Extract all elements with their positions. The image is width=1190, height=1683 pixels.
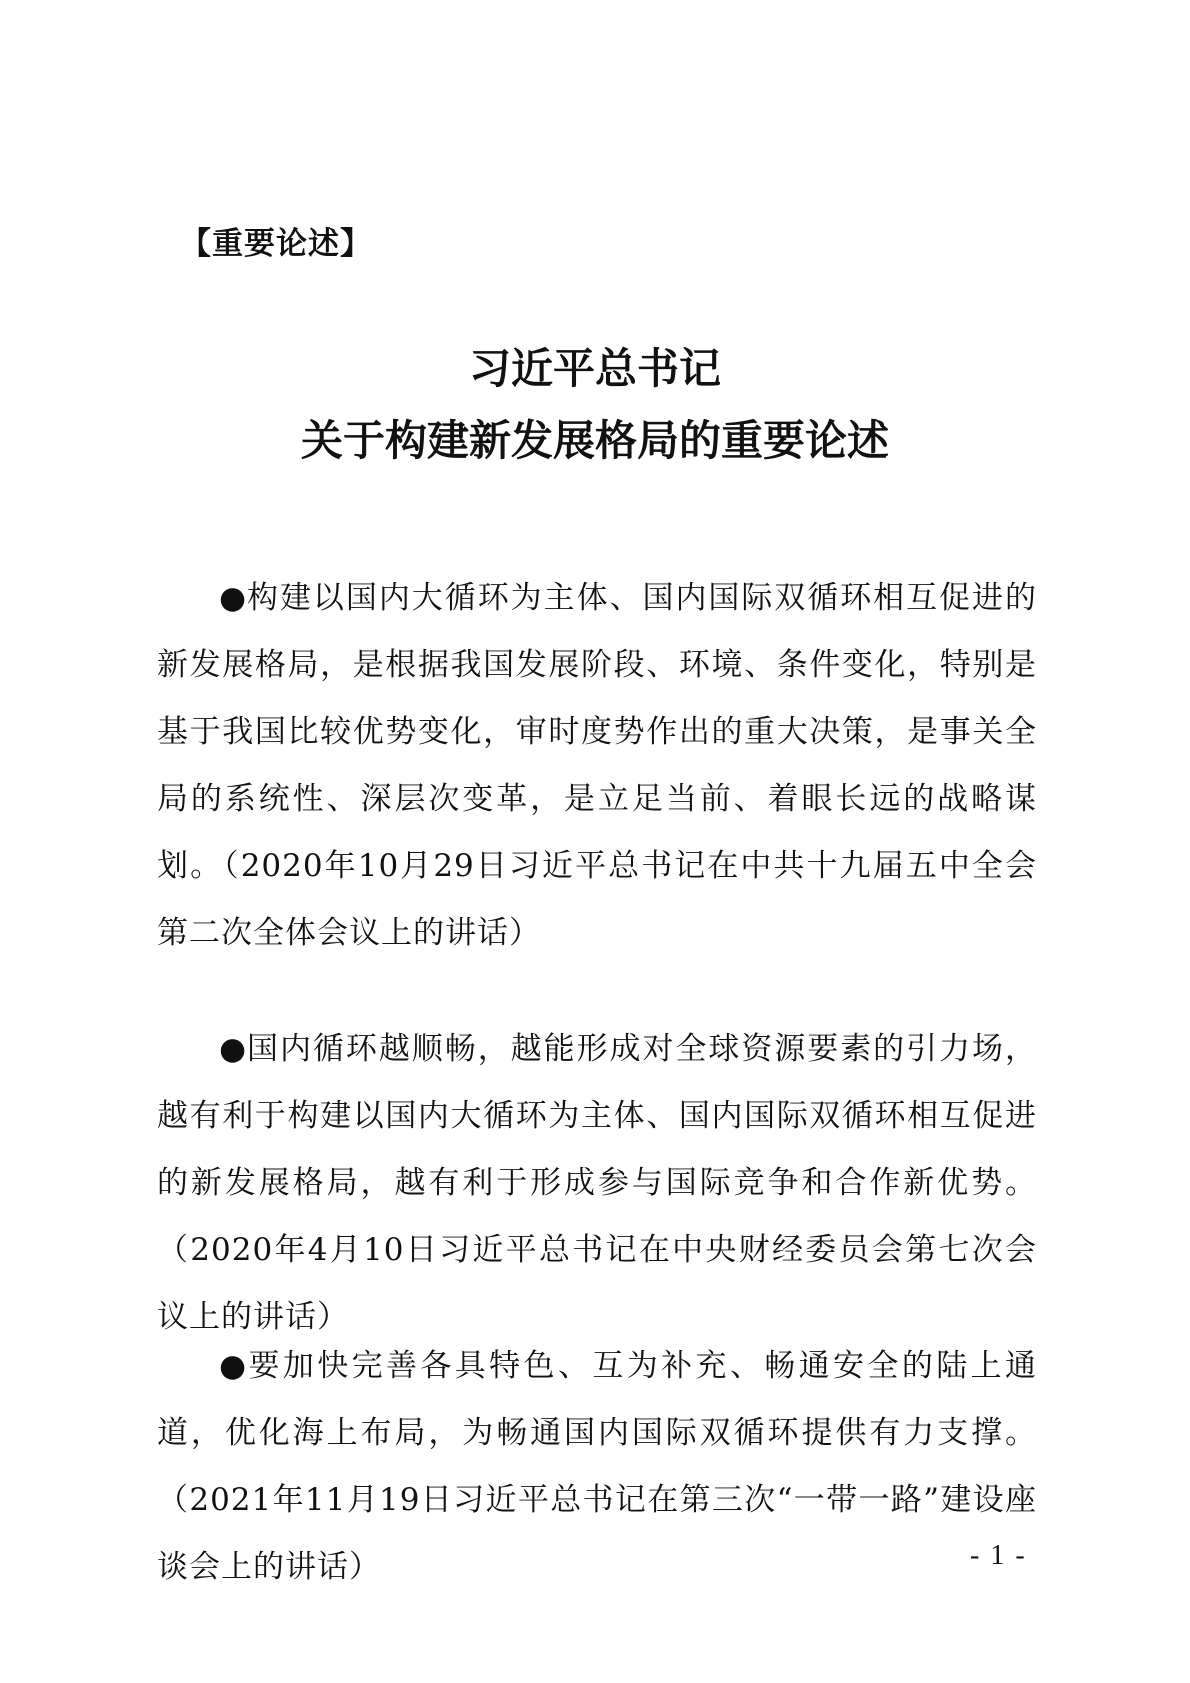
paragraph-text: 构建以国内大循环为主体、国内国际双循环相互促进的新发展格局，是根据我国发展阶段、环境、条件变化，特别是基于我国比较优势变化，审时度势作出的重大决策，是事关全局的系统性、深层次变革，是立足当前、着眼长远的战略谋划。（2020年10月29日习近平总书记在中共十九届五中全会第二次全体会议上的讲话） — [157, 580, 1037, 951]
title-line-1: 习近平总书记 — [468, 344, 721, 393]
paragraph-text: 国内循环越顺畅，越能形成对全球资源要素的引力场，越有利于构建以国内大循环为主体、国内国际双循环相互促进的新发展格局，越有利于形成参与国际竞争和合作新优势。（2020年4月10日习近平总书记在中央财经委员会第七次会议上的讲话） — [157, 1031, 1037, 1335]
bullet-icon: ● — [219, 1031, 248, 1067]
paragraph-text: 要加快完善各具特色、互为补充、畅通安全的陆上通道，优化海上布局，为畅通国内国际双循环提供有力支撑。（2021年11月19日习近平总书记在第三次“一带一路”建设座谈会上的讲话） — [157, 1348, 1037, 1585]
bullet-icon: ● — [219, 1348, 249, 1384]
title-line-2: 关于构建新发展格局的重要论述 — [300, 416, 889, 465]
section-label: 【重要论述】 — [180, 226, 372, 262]
paragraph-1 — [157, 565, 1037, 967]
bullet-icon: ● — [219, 580, 248, 616]
page-number: - 1 - — [970, 1540, 1027, 1571]
paragraph-2 — [157, 1016, 1037, 1351]
paragraph-3 — [157, 1333, 1037, 1601]
